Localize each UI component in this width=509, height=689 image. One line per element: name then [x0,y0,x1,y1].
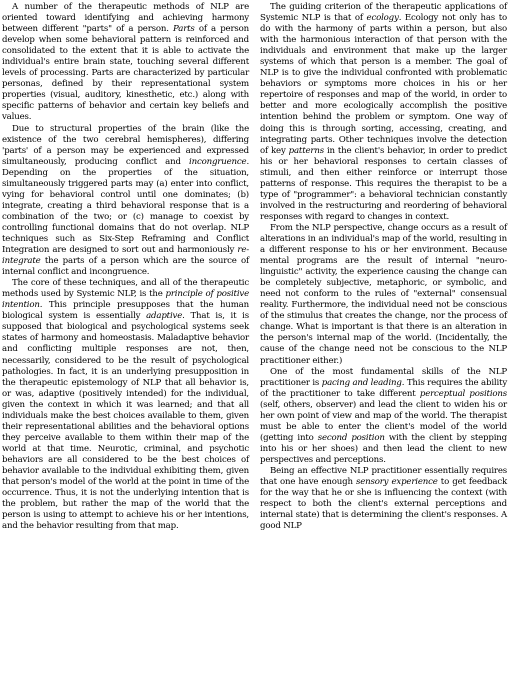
emphasized-term: re-integrate [2,245,249,267]
paragraph-text: The guiding criterion of the therapeutic applications of Systemic NLP is that of [260,2,507,24]
body-paragraph [2,278,249,532]
emphasized-term: second position [317,432,385,443]
paragraph-text: (self, others, observer) and lead the client to widen his or her own point of view and map of the world. The therapist must be able to enter the client's model of the world (getting into [260,399,507,443]
paragraph-text: . This requires the ability of the practitioner to take different [260,377,508,399]
emphasized-term: sensory experience [355,477,438,488]
paragraph-text: The core of these techniques, and all of the therapeutic methods used by Systemic NLP, is the [2,278,249,300]
body-paragraph [260,2,507,223]
emphasized-term: principle of positive intention [2,289,249,311]
paragraph-text: Being an effective NLP practitioner essentially requires that one have enough [260,465,507,488]
body-paragraph [2,2,249,124]
paragraph-text: . Ecology not only has to do with the harmony of parts within a person, but also with the harmonious interaction of that person with the individuals and environment that make up the larger systems of which that person is a member. The goal of NLP is to give the individual confronted with problematic behaviors or symptoms more choices in his or her repertoire of responses and map of the world, in order to better and more ecologically accomplish the positive intention behind the problem or symptom. One way of doing this is through sorting, accessing, creating, and integrating parts. Other techniques involve the detection of key [260,13,507,156]
paragraph-text: . Depending on the properties of the situation, simultaneously triggered parts may (a) enter into conflict, vying for behavioral control until one dominates; (b) integrate, creating a third behavioral response that is a combination of the two; or (c) manage to coexist by controlling functional domains that do not overlap. NLP techniques such as Six-Step Reframing and Conflict Integration are designed to sort out and harmoniously [2,156,249,256]
paragraph-text: with the client by stepping into his or her shoes) and then lead the client to new perspectives and perceptions. [260,432,507,465]
paragraph-text: A number of the therapeutic methods of NLP are oriented toward identifying and achieving harmony between different "parts" of a person. [2,2,249,35]
emphasized-term: perceptual positions [419,388,508,399]
right-column [260,2,507,689]
paragraph-text: of a person develop when some behavioral pattern is reinforced and consolidated to the extent that it is able to activate the individual's entire brain state, touching several different levels of processing. Parts are characterized by particular personas, defined by their representational system properties (visual, auditory, kinesthetic, etc.) along with specific patterns of behavior and certain key beliefs and values. [2,24,249,123]
body-paragraph [260,367,507,466]
body-paragraph [260,466,507,532]
emphasized-term: adaptive [146,311,183,322]
paragraph-text: to get feedback for the way that he or she is influencing the context (with respect to both the client's external perceptions and internal state) that is determining the client's responses. A good NLP [260,477,508,532]
body-paragraph [2,124,249,279]
paragraph-text: in the client's behavior, in order to predict his or her behavioral responses to certain classes of stimuli, and then either reinforce or interrupt those patterns of response. This requires the therapist to be a type of "programmer": a behavioral technician constantly involved in the restructuring and reordering of behavioral responses with regard to changes in context. [260,145,507,222]
emphasized-term: incongruence [189,156,247,167]
paragraph-text: One of the most fundamental skills of the NLP practitioner is [260,366,507,388]
emphasized-term: ecology [366,13,399,24]
paragraph-text: Due to structural properties of the brain (like the existence of the two cerebral hemispheres), differing 'parts' of a person may be experienced and expressed simultaneously, producing conflict and [2,123,249,167]
paragraph-text: From the NLP perspective, change occurs as a result of alterations in an individual's map of the world, resulting in a different response to his or her environment. Because mental programs are the result of internal "neuro-linguistic" activity, the experience causing the change can be completely subjective, metaphoric, or symbolic, and need not conform to the rules of "external" consensual reality. Furthermore, the individual need not be conscious of the stimulus that creates the change, nor the process of change. What is important is that there is an alteration in the person's internal map of the world. (Incidentally, the cause of the change need not be conscious to the NLP practitioner either.) [260,222,507,366]
body-paragraph [260,223,507,367]
paragraph-text: . That is, it is supposed that biological and psychological systems seek states of harmony and homeostasis. Maladaptive behavior and conflicting multiple responses are not, then, necessarily, considered to be the result of psychological pathologies. In fact, it is an underlying presupposition in the therapeutic epistemology of NLP that all behavior is, or was, adaptive (positively intended) for the individual, given the context in which it was learned; and that all individuals make the best choices available to them, given their representational abilities and the behavioral options they perceive available to them within their map of the world at that time. Neurotic, criminal, and psychotic behaviors are all considered to be the best choices of behavior available to the individual exhibiting them, given that person's model of the world at the point in time of the occurrence. Thus, it is not the underlying intention that is the problem, but rather the map of the world that the person is using to attempt to achieve his or her intentions, and the behavior resulting from that map. [2,311,249,532]
emphasized-term: pacing and leading [321,377,402,388]
emphasized-term: Parts [173,24,195,35]
paragraph-text: . This principle presupposes that the human biological system is essentially [2,300,249,322]
paragraph-text: the parts of a person which are the source of internal conflict and incongruence. [2,256,249,278]
left-column [2,2,249,689]
emphasized-term: patterns [288,145,324,156]
